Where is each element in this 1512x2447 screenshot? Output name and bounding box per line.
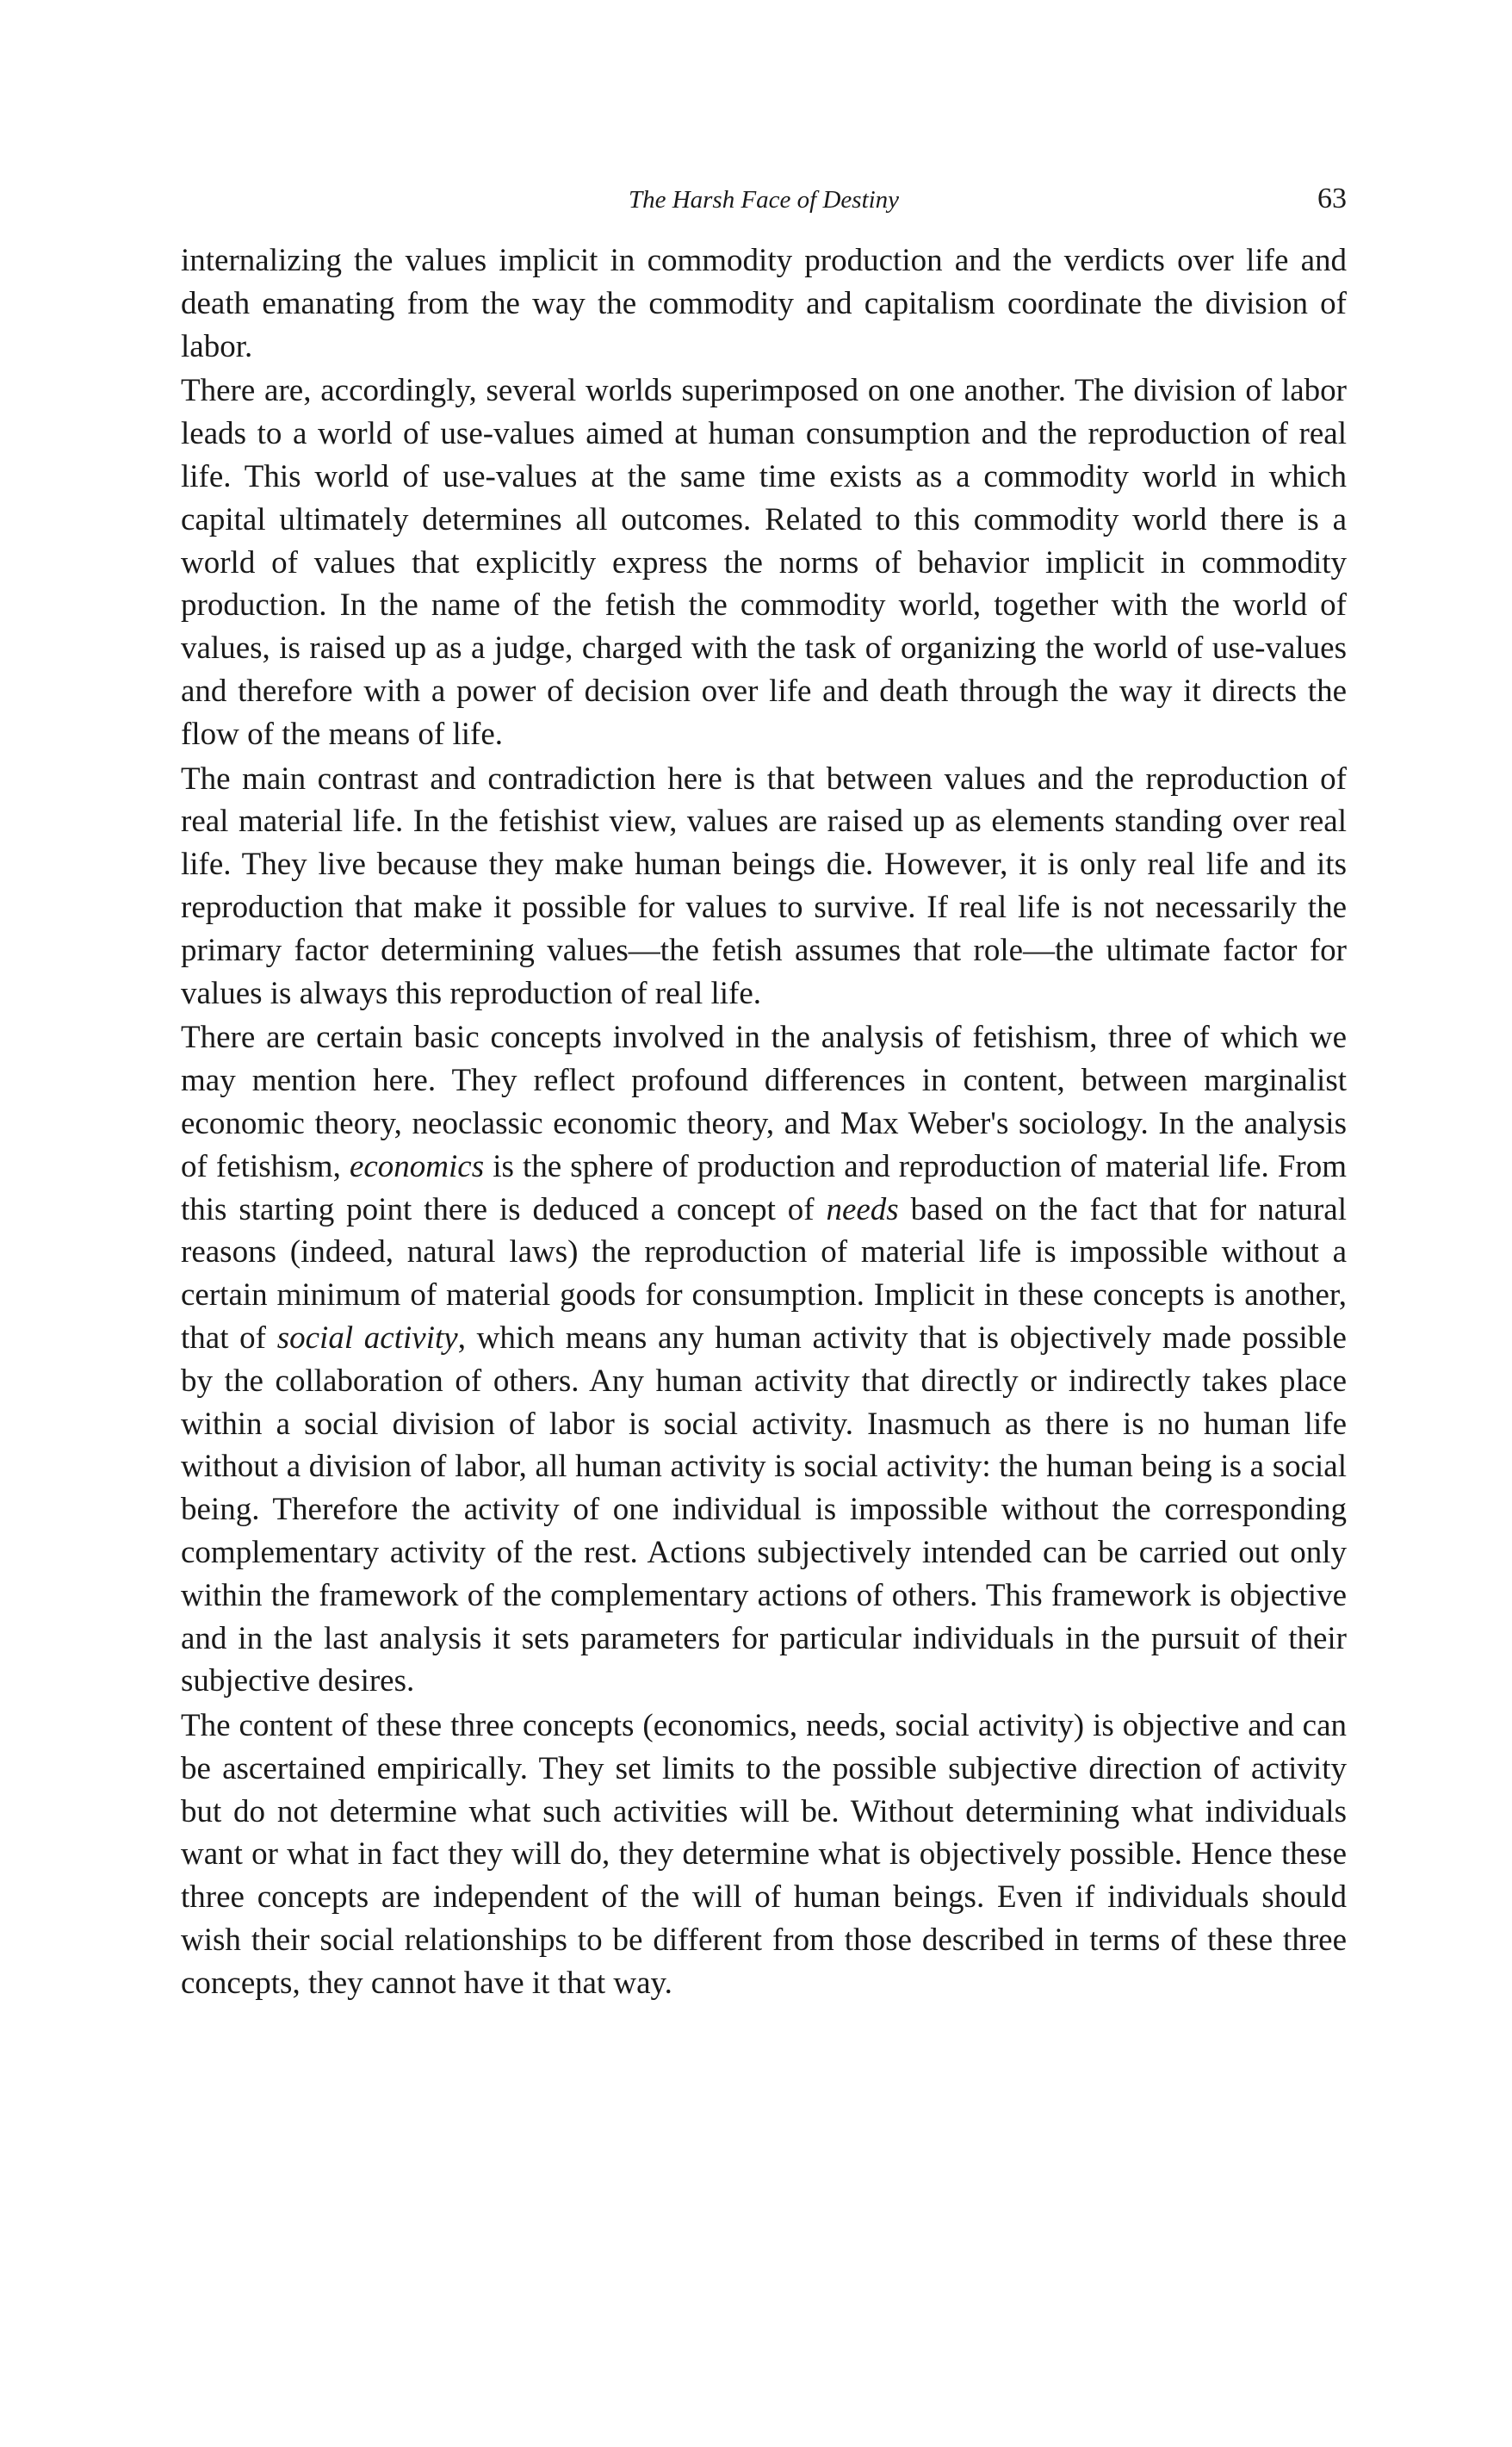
paragraph-5 [181,1705,1347,2005]
paragraph-text: The content of these three concepts (economics, needs, social activity) is objective and can be ascertained empirically. They set limits to the possible subjective direction of activity but do not determine what such activities will be. Without determining what individuals want or what in fact they will do, they determine what is objectively possible. Hence these three concepts are independent of the will of human beings. Even if individuals should wish their social relationships to be different from those described in terms of these three concepts, they cannot have it that way. [181,1708,1347,2001]
book-page [181,181,1347,2005]
paragraph-4 [181,1016,1347,1703]
italic-term-economics: economics [349,1148,485,1184]
paragraph-text: , which means any human activity that is objectively made possible by the collaboration of others. Any human activity that directly or indirectly takes place within a social division of labor is social activity. Inasmuch as there is no human life without a division of labor, all human activity is social activity: the human being is a social being. Therefore the activity of one individual is impossible without the corresponding complementary activity of the rest. Actions subjectively intended can be carried out only within the framework of the complementary actions of others. This framework is objective and in the last analysis it sets parameters for particular individuals in the pursuit of their subjective desires. [181,1320,1347,1699]
paragraph-text: is the sphere of production and reproduction of material life. From this starting point there is deduced a concept of [181,1148,1347,1227]
running-title: The Harsh Face of Destiny [628,186,900,214]
paragraph-3 [181,758,1347,1015]
paragraph-text: There are, accordingly, several worlds superimposed on one another. The division of labor leads to a world of use-values aimed at human consumption and the reproduction of real life. This world of use-values at the same time exists as a commodity world in which capital ultimately determines all outcomes. Related to this commodity world there is a world of values that explicitly express the norms of behavior implicit in commodity production. In the name of the fetish the commodity world, together with the world of values, is raised up as a judge, charged with the task of organizing the world of use-values and therefore with a power of decision over life and death through the way it directs the flow of the means of life. [181,373,1347,752]
italic-term-needs: needs [826,1191,899,1227]
paragraph-text: The main contrast and contradiction here is that between values and the reproduction of real material life. In the fetishist view, values are raised up as elements standing over real life. They live because they make human beings die. However, it is only real life and its reproduction that make it possible for values to survive. If real life is not necessarily the primary factor determining values—the fetish assumes that role—the ultimate factor for values is always this reproduction of real life. [181,761,1347,1011]
body-text [181,239,1347,2005]
paragraph-text: based on the fact that for natural reasons (indeed, natural laws) the reproduction of material life is impossible without a certain minimum of material goods for consumption. Implicit in these concepts is another, that of [181,1191,1347,1356]
paragraph-text: There are certain basic concepts involved in the analysis of fetishism, three of which we may mention here. They reflect profound differences in content, between marginalist economic theory, neoclassic economic theory, and Max Weber's sociology. In the analysis of fetishism, [181,1020,1347,1184]
paragraph-1 [181,239,1347,368]
italic-term-social-activity: social activity [276,1320,458,1356]
running-head [181,181,1347,224]
page-number: 63 [1317,183,1347,214]
paragraph-2 [181,370,1347,755]
paragraph-text: internalizing the values implicit in commodity production and the verdicts over life and death emanating from the way the commodity and capitalism coordinate the division of labor. [181,243,1347,364]
